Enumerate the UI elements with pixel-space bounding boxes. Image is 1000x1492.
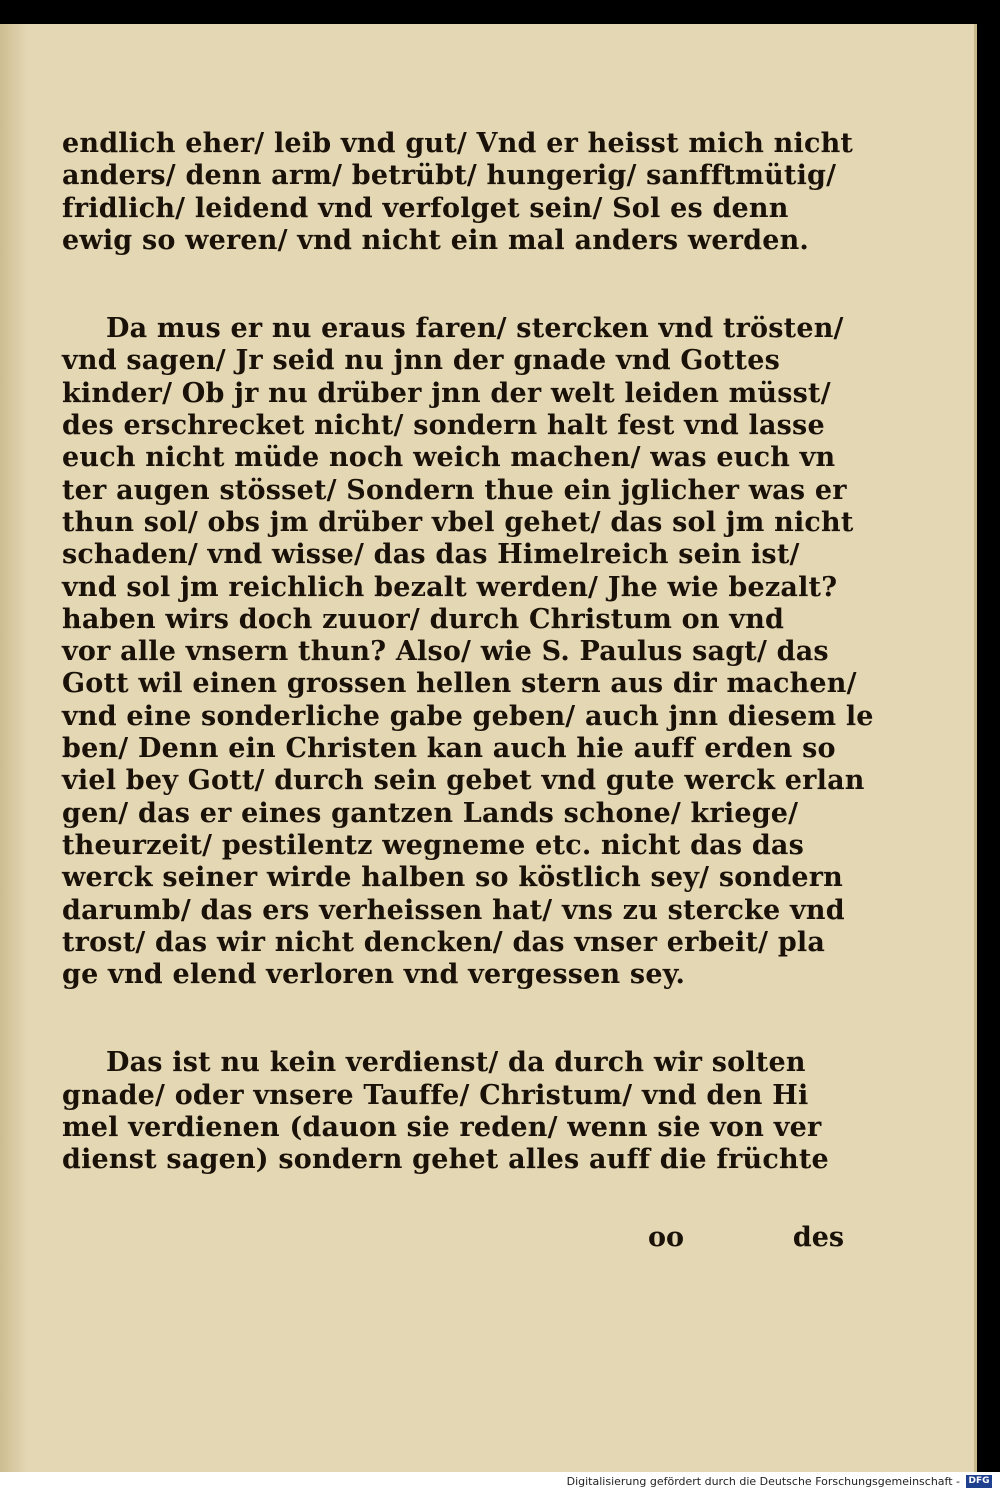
text-line: euch nicht müde noch weich machen/ was euch vn	[62, 442, 836, 474]
text-line: anders/ denn arm/ betrübt/ hungerig/ sanfftmütig/	[62, 160, 837, 192]
text-line: mel verdienen (dauon sie reden/ wenn sie von ver	[62, 1112, 822, 1144]
text-line: gnade/ oder vnsere Tauffe/ Christum/ vnd den Hi	[62, 1079, 809, 1111]
text-line: schaden/ vnd wisse/ das das Himelreich sein ist/	[62, 539, 800, 571]
text-line: werck seiner wirde halben so köstlich sey/ sondern	[62, 862, 843, 894]
text-line: haben wirs doch zuuor/ durch Christum on vnd	[62, 603, 785, 635]
text-line: vor alle vnsern thun? Also/ wie S. Paulus sagt/ das	[62, 636, 829, 668]
text-line: dienst sagen) sondern gehet alles auff die früchte	[62, 1144, 829, 1176]
text-line: ter augen stösset/ Sondern thue ein jglicher was er	[62, 474, 847, 506]
text-line: vnd sol jm reichlich bezalt werden/ Jhe wie bezalt?	[62, 571, 838, 603]
text-line: Da mus er nu eraus faren/ stercken vnd trösten/	[106, 313, 844, 345]
text-line: gen/ das er eines gantzen Lands schone/ kriege/	[62, 797, 799, 829]
text-line: ewig so weren/ vnd nicht ein mal anders werden.	[62, 224, 810, 256]
text-line: darumb/ das ers verheissen hat/ vns zu stercke vnd	[62, 894, 845, 926]
text-line: trost/ das wir nicht dencken/ das vnser erbeit/ pla	[62, 926, 826, 958]
footer-bar	[0, 1472, 1000, 1492]
text-line: fridlich/ leidend vnd verfolget sein/ Sol es denn	[62, 192, 789, 224]
text-line: ben/ Denn ein Christen kan auch hie auff erden so	[62, 733, 836, 765]
text-line: vnd eine sonderliche gabe geben/ auch jnn diesem le	[62, 700, 874, 732]
signature-mark	[648, 1222, 844, 1253]
paragraph-gap	[62, 991, 822, 1047]
text-line: viel bey Gott/ durch sein gebet vnd gute werck erlan	[62, 765, 865, 797]
paragraph-gap	[62, 257, 822, 313]
text-line: Das ist nu kein verdienst/ da durch wir solten	[106, 1047, 806, 1079]
book-page	[0, 24, 977, 1472]
text-line: theurzeit/ pestilentz wegneme etc. nicht das das	[62, 829, 805, 861]
text-line: thun sol/ obs jm drüber vbel gehet/ das sol jm nicht	[62, 506, 854, 538]
text-line: Gott wil einen grossen hellen stern aus dir machen/	[62, 668, 857, 700]
text-line: des erschrecket nicht/ sondern halt fest vnd lasse	[62, 410, 825, 442]
catchword: des	[792, 1222, 845, 1253]
text-line: ge vnd elend verloren vnd vergessen sey.	[62, 959, 686, 991]
text-line: endlich eher/ leib vnd gut/ Vnd er heisst mich nicht	[62, 128, 854, 159]
signature-text: oo	[648, 1222, 685, 1253]
page-text	[62, 128, 874, 1177]
text-line: vnd sagen/ Jr seid nu jnn der gnade vnd Gottes	[62, 345, 780, 377]
footer-credit: Digitalisierung gefördert durch die Deutsche Forschungsgemeinschaft -	[566, 1475, 960, 1488]
dfg-logo: DFG	[966, 1475, 992, 1488]
text-line: kinder/ Ob jr nu drüber jnn der welt leiden müsst/	[62, 377, 831, 409]
